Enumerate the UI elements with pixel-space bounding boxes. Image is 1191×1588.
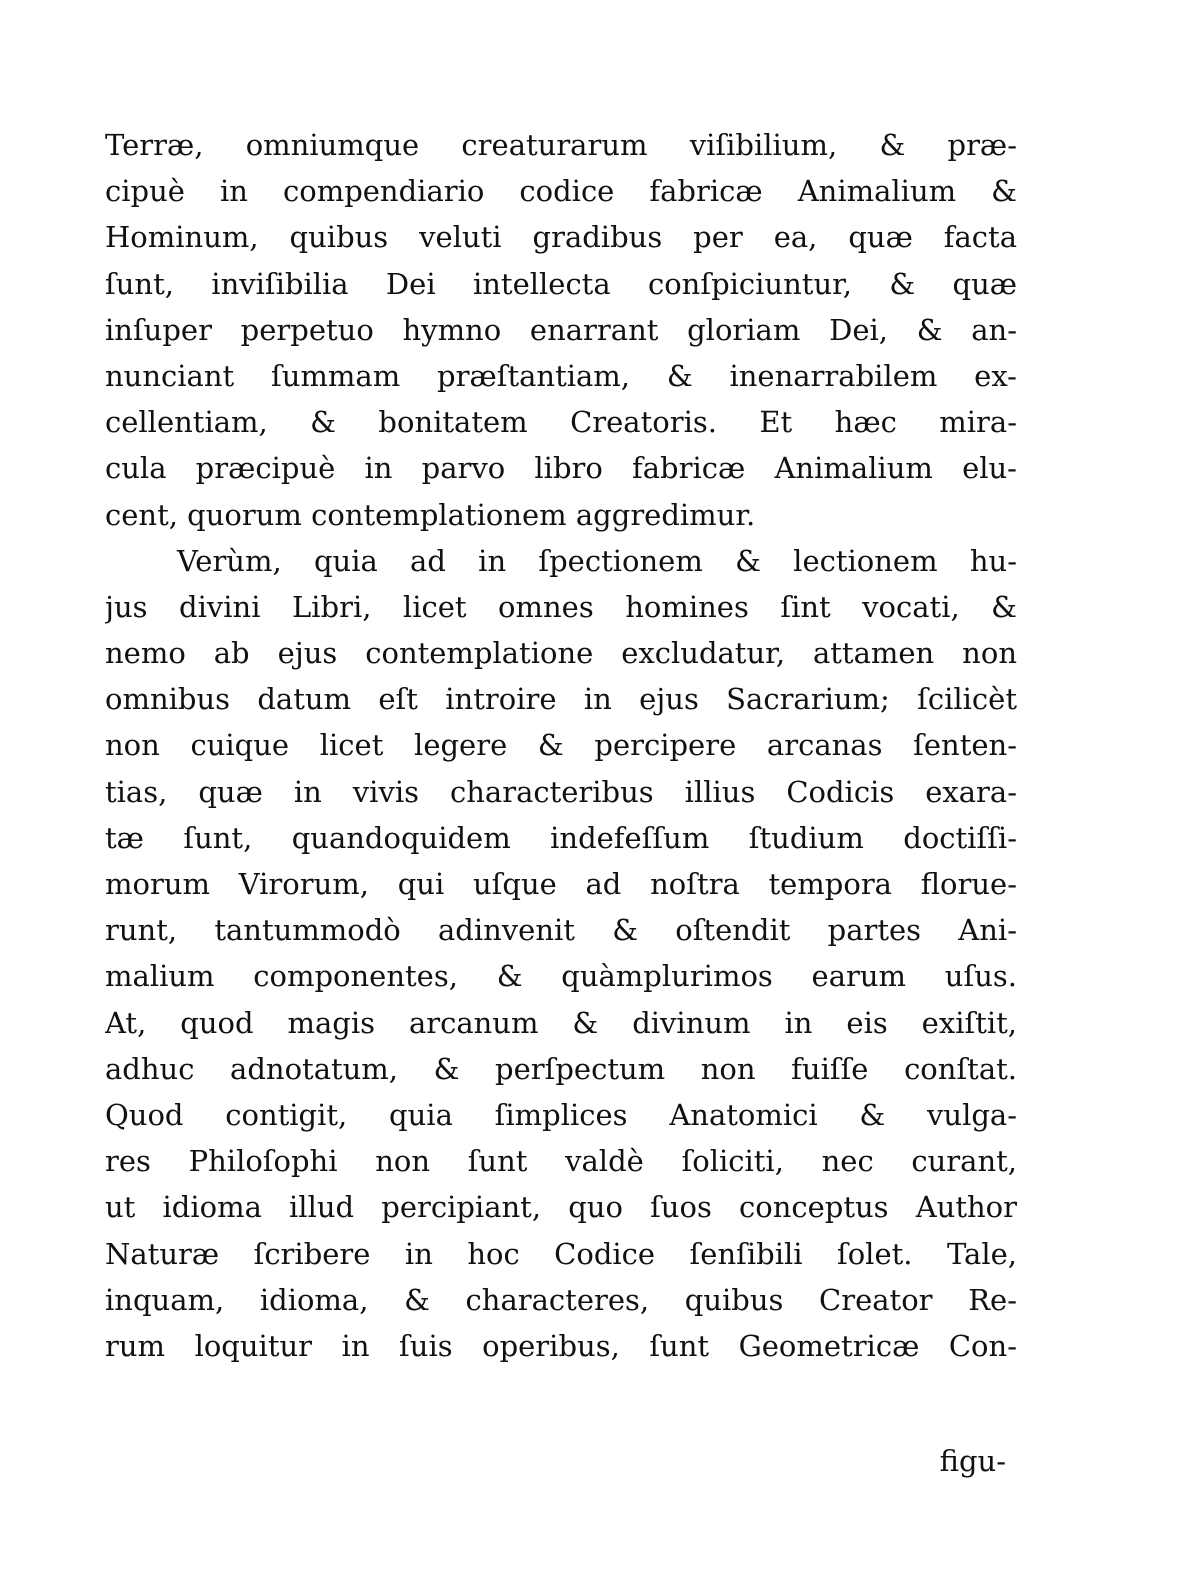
text-line: ut idioma illud percipiant, quo ſuos conceptus Author xyxy=(105,1190,1017,1225)
catchword: figu- xyxy=(939,1444,1006,1478)
text-line: jus divini Libri, licet omnes homines ſint vocati, & xyxy=(105,589,1017,624)
text-line: res Philoſophi non ſunt valdè ſoliciti, nec curant, xyxy=(105,1144,1017,1179)
text-line: morum Virorum, qui uſque ad noſtra tempora florue- xyxy=(105,867,1017,901)
text-line: nemo ab ejus contemplatione excludatur, attamen non xyxy=(105,636,1017,671)
text-line: Terræ, omniumque creaturarum viſibilium, & præ- xyxy=(105,128,1017,162)
text-line: At, quod magis arcanum & divinum in eis exiſtit, xyxy=(105,1005,1017,1040)
text-line: cent, quorum contemplationem aggredimur. xyxy=(105,497,756,532)
text-line: cula præcipuè in parvo libro fabricæ Animalium elu- xyxy=(105,451,1017,486)
text-line: Quod contigit, quia ſimplices Anatomici & vulga- xyxy=(105,1097,1017,1132)
text-line: Naturæ ſcribere in hoc Codice ſenſibili ſolet. Tale, xyxy=(105,1236,1017,1271)
text-line: tæ ſunt, quandoquidem indefeſſum ſtudium doctiſſi- xyxy=(105,820,1017,855)
text-line: omnibus datum eſt introire in ejus Sacrarium; ſcilicèt xyxy=(105,682,1017,717)
text-line: inquam, idioma, & characteres, quibus Creator Re- xyxy=(105,1282,1017,1317)
text-line: non cuique licet legere & percipere arcanas ſenten- xyxy=(105,728,1017,763)
text-line: adhuc adnotatum, & perſpectum non fuiſſe conſtat. xyxy=(105,1051,1017,1086)
body-text xyxy=(105,122,1017,1369)
text-line: runt, tantummodò adinvenit & oſtendit partes Ani- xyxy=(105,913,1017,948)
text-line: Hominum, quibus veluti gradibus per ea, quæ facta xyxy=(105,220,1017,255)
text-line: Verùm, quia ad in ſpectionem & lectionem hu- xyxy=(177,543,1017,578)
catchword-container xyxy=(806,1438,1006,1484)
text-line: cellentiam, & bonitatem Creatoris. Et hæc mira- xyxy=(105,405,1017,440)
text-line: rum loquitur in ſuis operibus, ſunt Geometricæ Con- xyxy=(105,1328,1017,1363)
text-line: malium componentes, & quàmplurimos earum uſus. xyxy=(105,959,1017,994)
text-line: tias, quæ in vivis characteribus illius Codicis exara- xyxy=(105,774,1017,809)
text-line: cipuè in compendiario codice fabricæ Animalium & xyxy=(105,174,1017,209)
text-line: nunciant ſummam præſtantiam, & inenarrabilem ex- xyxy=(105,358,1017,393)
text-line: ſunt, inviſibilia Dei intellecta conſpiciuntur, & quæ xyxy=(105,266,1017,301)
text-line: inſuper perpetuo hymno enarrant gloriam Dei, & an- xyxy=(105,312,1017,347)
